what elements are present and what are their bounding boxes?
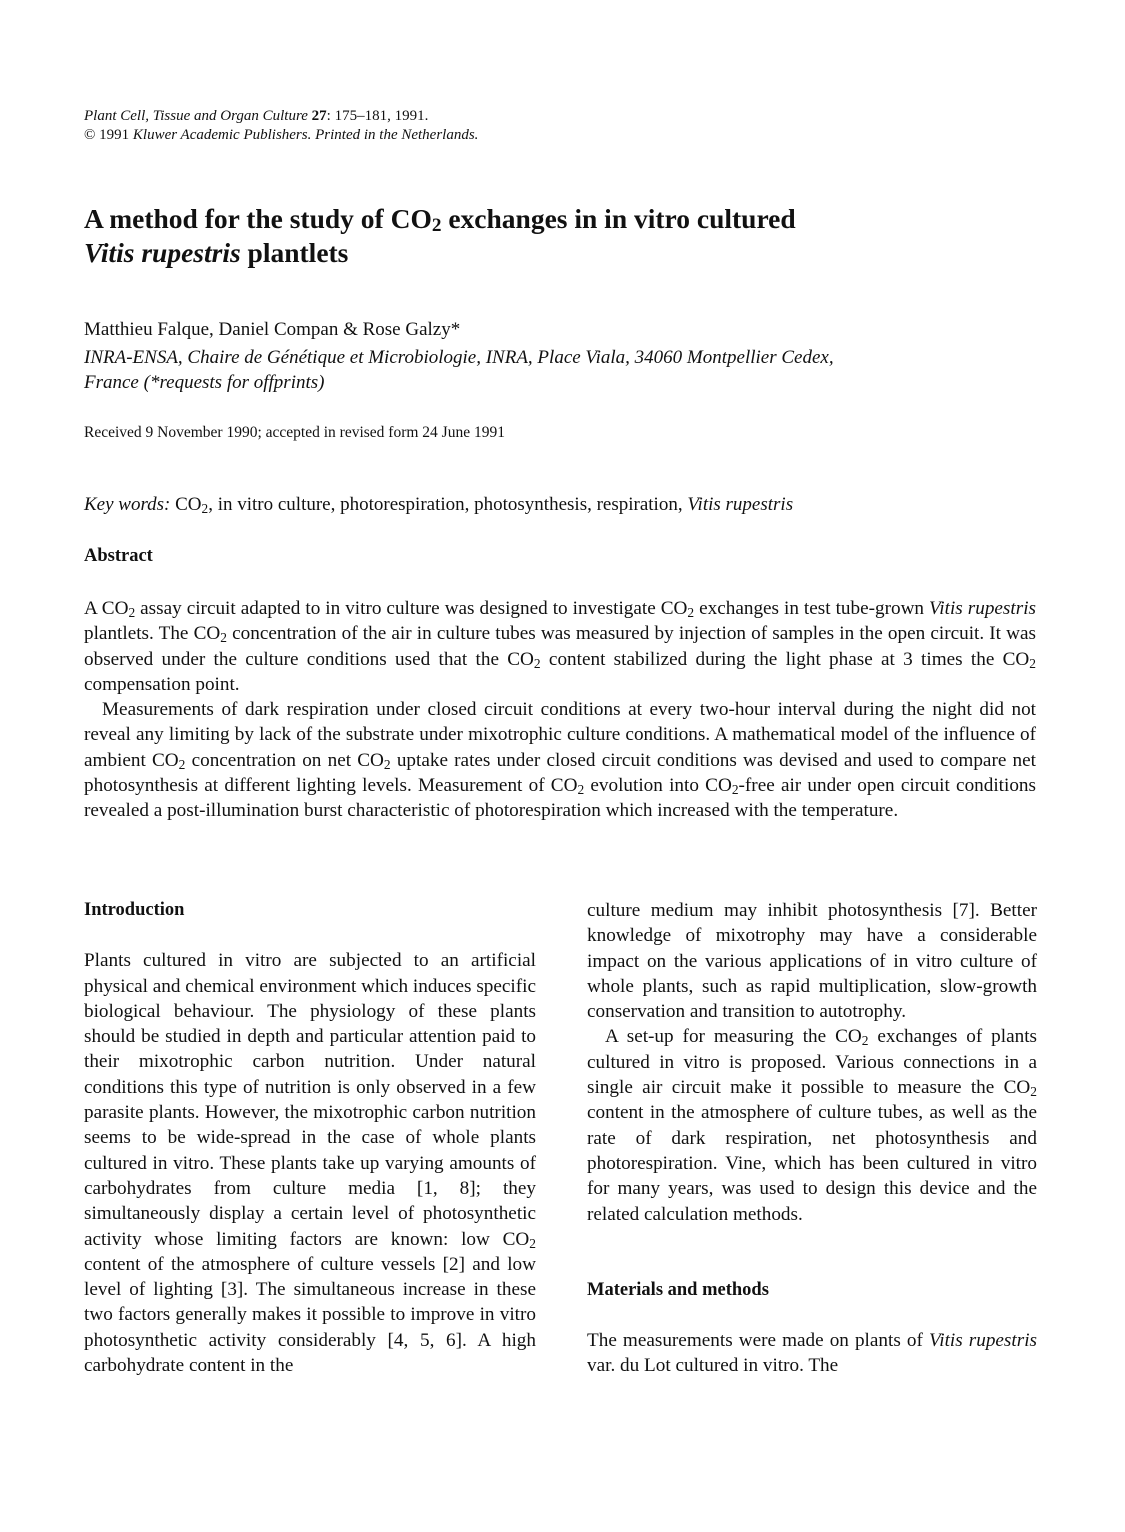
intro-paragraph: A set-up for measuring the $CO_2$ exchanges of plants cultured in vitro is proposed. Various connections in a single air circuit make it possible to measure the $CO_2$ content in the atmosphere of culture tubes, as well as the rate of dark respiration, net photosynthesis and photorespiration. Vine, which has been cultured in vitro for many years, was used to design this device and the related calculation methods.: [587, 1026, 1037, 1225]
received-dates: Received 9 November 1990; accepted in revised form 24 June 1991: [84, 424, 505, 441]
intro-paragraph-continued: culture medium may inhibit photosynthesis [7]. Better knowledge of mixotrophy may have a considerable impact on the various applications of in vitro culture of whole plants, such as rapid multiplication, slow-growth conservation and transition to autotrophy.: [587, 900, 1037, 1023]
methods-paragraph: The measurements were made on plants of Vitis rupestris var. du Lot cultured in vitro. The: [587, 1330, 1037, 1377]
journal-line-1: Plant Cell, Tissue and Organ Culture 27: 175–181, 1991.: [84, 108, 429, 124]
journal-citation: [84, 107, 478, 145]
paper-title: A method for the study of $CO_2$ exchanges in in vitro cultured Vitis rupestris plantlets: [84, 203, 796, 268]
right-column: [587, 898, 1037, 1379]
abstract-paragraph: Measurements of dark respiration under closed circuit conditions at every two-hour interval during the night did not reveal any limiting by lack of the substrate under mixotrophic culture conditions. A mathematical model of the influence of ambient $CO_2$ concentration on net $CO_2$ uptake rates under closed circuit conditions was devised and used to compare net photosynthesis at different lighting levels. Measurement of $CO_2$ evolution into $CO_2$-free air under open circuit conditions revealed a post-illumination burst characteristic of photorespiration which increased with the temperature.: [84, 699, 1036, 822]
journal-line-2: © 1991 Kluwer Academic Publishers. Printed in the Netherlands.: [84, 127, 479, 143]
left-column: [84, 898, 536, 1378]
intro-paragraph: Plants cultured in vitro are subjected to an artificial physical and chemical environment which induces specific biological behaviour. The physiology of these plants should be studied in depth and particular attention paid to their mixotrophic carbon nutrition. Under natural conditions this type of nutrition is only observed in a few parasite plants. However, the mixotrophic carbon nutrition seems to be wide-spread in the case of whole plants cultured in vitro. These plants take up varying amounts of carbohydrates from culture media [1, 8]; they simultaneously display a certain level of photosynthetic activity whose limiting factors are known: low $CO_2$ content of the atmosphere of culture vessels [2] and low level of lighting [3]. The simultaneous increase in these two factors generally makes it possible to improve in vitro photosynthetic activity considerably [4, 5, 6]. A high carbohydrate content in the: [84, 950, 536, 1377]
abstract-body: [84, 596, 1036, 824]
abstract-paragraph: A $CO_2$ assay circuit adapted to in vitro culture was designed to investigate $CO_2$ exchanges in test tube-grown Vitis rupestris plantlets. The $CO_2$ concentration of the air in culture tubes was measured by injection of samples in the open circuit. It was observed under the culture conditions used that the $CO_2$ content stabilized during the light phase at 3 times the $CO_2$ compensation point.: [84, 598, 1036, 695]
methods-heading: Materials and methods: [587, 1279, 769, 1300]
introduction-heading: Introduction: [84, 900, 185, 920]
affiliation: INRA-ENSA, Chaire de Génétique et Microbiologie, INRA, Place Viala, 34060 Montpellier Cedex, France (*requests for offprints): [84, 347, 834, 393]
keywords: Key words: $CO_2$, in vitro culture, photorespiration, photosynthesis, respiration, Vitis rupestris: [84, 494, 794, 516]
abstract-heading: Abstract: [84, 546, 153, 566]
authors: Matthieu Falque, Daniel Compan & Rose Galzy*: [84, 319, 461, 340]
